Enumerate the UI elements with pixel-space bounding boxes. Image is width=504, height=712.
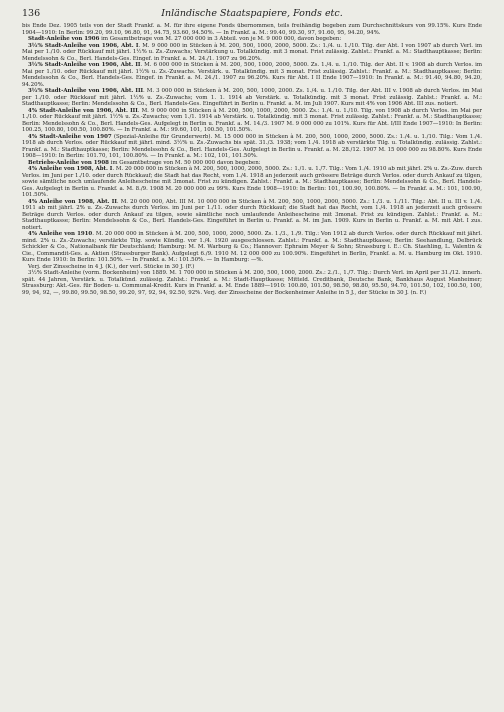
loan-heading: 4% Anleihe von 1910 (28, 231, 93, 237)
paragraph: bis Ende Dez. 1905 teils von der Stadt Frankf. a. M. für ihre eigene Fonds übernommen, teils freihändig begeben zum Durchschnittskurs von 99.15%. Kurs Ende 1904—1910: In Berlin: 99.20, 99.10, 96.80, 91, 94.75, 93.60, 94.50%. — In Frankf. a. M.: 99.40, 99.30, 97, 91.60, 95, 94.20, 94%. (22, 23, 482, 36)
paragraph: Verj. der Zinsscheine in 4 J. (K.), der verl. Stücke in 30 J. (F.) (28, 263, 195, 270)
paragraph: Stadt-Anleihe von 1906 im Gesamtbetrage von M. 27 000 000 in 3 Abteil. von je M. 9 000 000, davon begeben: (28, 36, 342, 42)
loan-heading: 4% Anleihe von 1908, Abt. I (28, 166, 113, 172)
paragraph: 3½% Stadt-Anleihe (vorm. Bockenheim) von 1889. M. 1 700 000 in Stücken à M. 200, 500, 1000, 2000. Zs.: 2./1., 1./7. Tilg.: Durch Verl. im April per 31./12. innerh. spät. 44 Jahren, Verstärk. u. Totalkünd. zulässig. Zahlst.: Frankf. a. M.: Stadt-Hauptkasse; Mitteld. Creditbank, Deutsche Bank, Bankhaus August Manheimer; Strassburg: Akt.-Ges. für Boden- u. Communal-Kredit. Kurs in Frankf. a. M. Ende 1889—1910: 100.80, 101.50, 98.50, 98.80, 95.50, 94.70, 101.50, 102, 100.50, 100, 99, 94, 92, —, 99.80, 99.50, 98.50, 99.20, 97, 92, 94, 92.50, 92%. Verj. der Zinsscheine der Bockenheimer Anleihe in 5 J., der Stücke in 30 J. (n. F.) (22, 270, 482, 296)
paragraph: 4% Anleihe von 1908, Abt. I. M. 20 000 000 in Stücken à M. 200, 500, 1000, 2000, 5000. Zs.: 1./1. u. 1./7. Tilg.: Vom 1./4. 1910 ab mit jährl. 2% u. Zs.-Zuw. durch Verlos. im Juni per 1./10. oder durch Rückkauf; die Stadt hat das Recht, vom 1./4. 1918 an jederzeit auch grössere Beträge durch Verlos. oder durch Ankauf zu tilgen, sowie sämtliche noch umlaufende Anleihescheine mit 3monat. Frist zu kündigen. Zahlst.: Frankf. a. M.: Stadthauptkasse; Berlin: Mendelssohn & Co., Berl. Handels-Ges. Aufgelegt in Berlin u. Frankf. a. M. 8./9. 1908 M. 20 000 000 zu 99%. Kurs Ende 1908—1910: In Berlin: 101, 100.90, 100.80%. — In Frankf. a. M.: 101, 100.90, 101.50%. (22, 166, 482, 198)
loan-heading: 4% Anleihe von 1908, Abt. II (28, 198, 117, 205)
loan-heading: 4% Stadt-Anleihe von 1906, Abt. III (28, 107, 138, 114)
loan-heading: 3½% Stadt-Anleihe von 1906, Abt. II (28, 62, 141, 68)
page-number: 136 (22, 8, 41, 19)
loan-heading: 3½% Stadt-Anleihe von 1906, Abt. III (28, 88, 144, 94)
paragraph: 4% Stadt-Anleihe von 1906, Abt. III. M. 9 000 000 in Stücken à M. 200, 500, 1000, 2000, 5000. Zs.: 1./4. u. 1./10. Tilg. von 1908 ab durch Verlos. im Mai per 1./10. oder Rückkauf mit jährl. 1½% u. Zs.-Zuwachs; vom 1./1. 1914 ab Verstärk. u. Totalkündig. mit 3 monat. Frist zulässig. Zahlst.: Frankf. a. M.: Stadthauptkasse; Berlin: Mendelssohn & Co., Berl. Handels-Ges. Aufgelegt in Berlin u. Frankf. a. M. 14./3. 1907 M. 9 000 000 zu 101%. Kurs für Abt. I/III Ende 1907—1910: In Berlin: 100.25, 100.80, 100.50, 100.80%. — In Frankf. a. M.: 99.60, 101, 100.50, 101.50%. (22, 107, 483, 133)
loan-heading: 3½% Stadt-Anleihe von 1906, Abt. I (28, 42, 139, 49)
paragraph: 4% Anleihe von 1908, Abt. II. M. 20 000 000, Abt. III M. 10 000 000 in Stücken à M. 200, 500, 1000, 2000, 5000. Zs.: 1./3. u. 1./11. Tilg.: Abt. II u. III v. 1./4. 1911 ab mit jährl. 2% u. Zs.-Zuwachs durch Verlos. im Juni per 1./11. oder durch Rückkauf; die Stadt hat das Recht, vom 1./4. 1918 an jederzeit auch grössere Beträge durch Verlos. oder durch Ankauf zu tilgen, sowie sämtliche noch umlaufende Anleihescheine mit 3monat. Frist zu kündigen. Zahlst.: Frankf. a. M.: Stadthauptkasse; Berlin: Mendelssohn & Co., Berl. Handels-Ges. Eingeführt in Berlin u. Frankf. a. M. im Jan. 1909. Kurs in Berlin u. Frankf. a. M. mit Abt. I zus. notiert. (22, 198, 482, 231)
paragraph: Betriebs-Anleihe von 1908 im Gesamtbetrage von M. 50 000 000 davon begeben: (28, 159, 261, 166)
paragraph: 4% Stadt-Anleihe von 1907 (Spezial-Anleihe für Grunderwerb). M. 15 000 000 in Stücken à M. 200, 500, 1000, 2000, 5000. Zs.: 1./4. u. 1./10. Tilg.: Vom 1./4. 1918 ab durch Verlos. oder Rückkauf mit jährl. mind. 3½% u. Zs.-Zuwachs bis spät. 31./3. 1938; vom 1./4. 1918 ab verstärkte Tilg. u. Totalkündig. zulässig. Zahlst.: Frankf. a. M.: Stadthauptkasse; Berlin: Mendelssohn & Co., Berl. Handels-Ges. Aufgelegt in Berlin u. Frankf. a. M. 28./12. 1907 M. 15 000 000 zu 98.80%. Kurs Ende 1908—1910: In Berlin: 101.70, 101, 100.80%. — In Frankf. a. M.: 102, 101, 101.50%. (22, 133, 482, 159)
running-title: Inländische Staatspapiere, Fonds etc. (161, 8, 343, 19)
paragraph: 3½% Stadt-Anleihe von 1906, Abt. I. M. 9 000 000 in Stücken à M. 200, 500, 1000, 2000, 5000. Zs.: 1./4. u. 1./10. Tilg. der Abt. I von 1907 ab durch Verl. im Mai per 1./10. oder Rückkauf mit jährl. 1½% u. Zs.-Zuwachs; Verstärkung u. Totalkündig. mit 3 monat. Frist zulässig. Zahlst.: Frankf. a. M.: Stadthauptkasse; Berlin: Mendelssohn & Co., Berl. Handels-Ges. Eingef. in Frankf. a. M. 24./1. 1907 zu 96.20%. (22, 42, 482, 62)
body-text (22, 23, 482, 296)
page-header (22, 8, 482, 19)
paragraph: 3½% Stadt-Anleihe von 1906, Abt. III. M. 3 000 000 in Stücken à M. 200, 500, 1000, 2000. Zs. 1./4. u. 1./10. Tilg. der Abt. III v. 1908 ab durch Verlos. im Mai per 1./10. oder Rückkauf mit jährl. 1½% u. Zs.-Zuwachs; vom 1. 1. 1914 ab Verstärk. u. Totalkündig. mit 3 monat. Frist zulässig. Zahlst.: Frankf. a. M.: Stadthauptkasse; Berlin: Mendelssohn & Co., Berl. Handels-Ges. Eingeführt in Berlin u. Frankf. a. M. im Juli 1907. Kurs mit 4% von 1906 Abt. III zus. notiert. (22, 88, 482, 107)
loan-heading: 4% Stadt-Anleihe von 1907 (28, 133, 112, 140)
loan-heading: Stadt-Anleihe von 1906 (28, 36, 100, 42)
loan-heading: Betriebs-Anleihe von 1908 (28, 159, 109, 166)
paragraph: 3½% Stadt-Anleihe von 1906, Abt. II. M. 6 000 000 in Stücken à M. 200, 500, 1000, 2000, 5000. Zs. 1./4. u. 1./10. Tilg. der Abt. II v. 1908 ab durch Verlos. im Mai per 1./10. oder Rückkauf mit jährl. 1½% u. Zs.-Zuwachs. Verstärk. u. Totalkündig. mit 3 monat. Frist zulässig. Zahlst.: Frankf. a. M.: Stadthauptkasse; Berlin: Mendelssohn & Co., Berl. Handels-Ges. Eingef. in Frankf. a. M. 24./1. 1907 zu 96.20%. Kurs für Abt. I II Ende 1907—1910: In Frankf. a. M.: 91.40, 94.80, 94.20, 94.20%. (22, 62, 482, 88)
paragraph: 4% Anleihe von 1910. M. 20 000 000 in Stücken à M. 200, 500, 1000, 2000, 5000. Zs. 1./3., 1./9. Tilg.: Von 1912 ab durch Verlos. oder durch Rückkauf mit jährl. mind. 2% u. Zs.-Zuwachs; verstärkte Tilg. sowie Kündig. vor 1./4. 1920 ausgeschlossen. Zahlst.: Frankf. a. M.: Stadthauptkasse; Berlin: Seehandlung, Delbrück Schickler & Co., Nationalbank für Deutschland; Hamburg: M. M. Warburg & Co.; Hannover: Ephraim Meyer & Sohn; Strassburg i. E.: Ch. Staehling, L. Valentin & Cie., Commandit-Ges. a. Aktien (Strassburger Bank). Aufgelegt 6./9. 1910 M. 12 000 000 zu 100.90%. Eingeführt in Berlin, Frankf. a. M. u. Hamburg im Okt. 1910. Kurs Ende 1910: In Berlin: 101.50%. — In Frankf. a. M.: 101.50%. — In Hamburg: —%. (22, 231, 482, 263)
